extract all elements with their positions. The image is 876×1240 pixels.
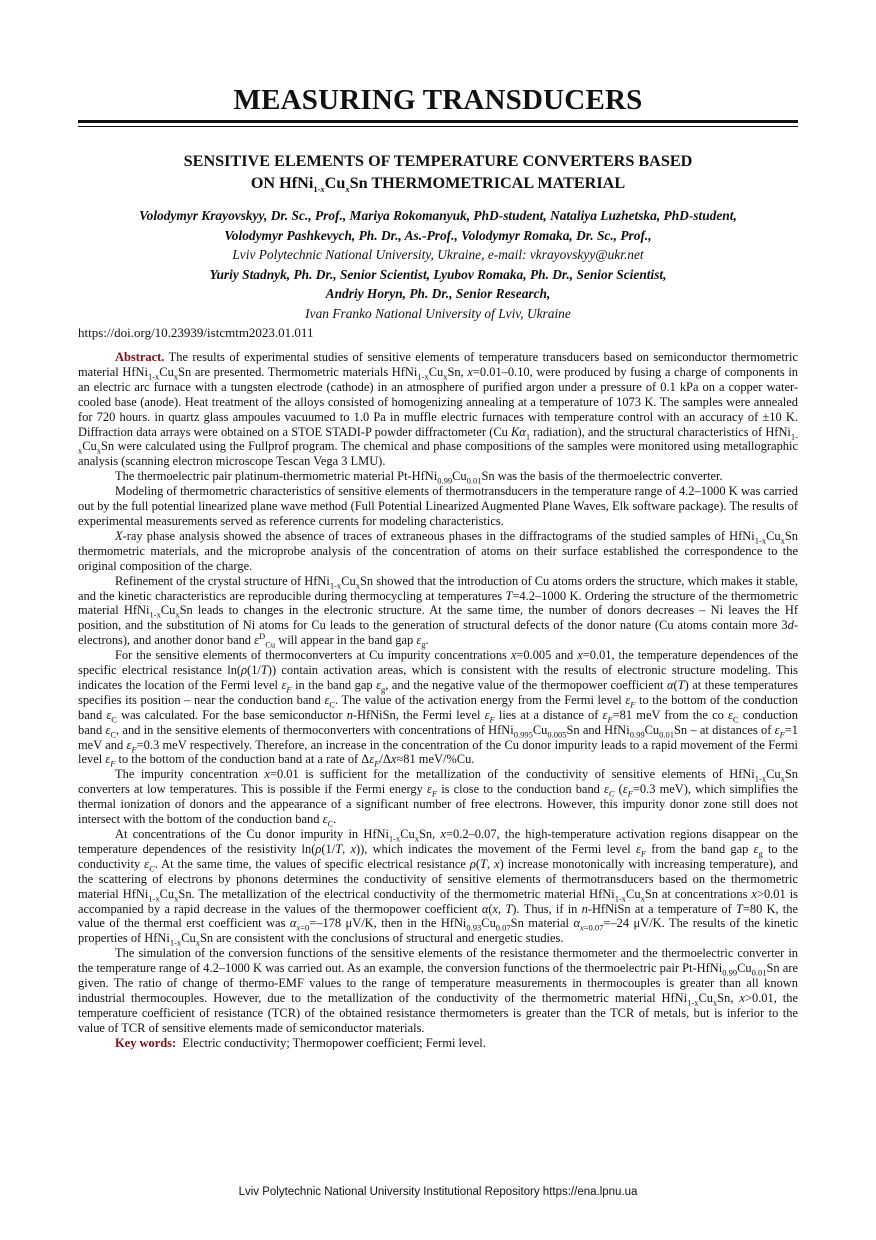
abstract-body bbox=[78, 350, 798, 1051]
authors-line2: Volodymyr Pashkevych, Ph. Dr., As.-Prof., Volodymyr Romaka, Dr. Sc., Prof., bbox=[224, 227, 652, 243]
keywords-paragraph bbox=[78, 1036, 798, 1051]
authors-block bbox=[78, 206, 798, 323]
abstract-paragraph-7: The impurity concentration x=0.01 is sufficient for the metallization of the conductivity of sensitive elements of $HfNi_{1-x}Cu_xSn$ converters at low temperatures. This is possible if the Fermi energy $\varepsilon_F$ is close to the conduction band $\varepsilon_C$ ($\varepsilon_F=0.3$ meV), which simplifies the thermal ionization of donors and the appearance of a significant number of free electrons. However, this impurity donor zone still does not intersect with the bottom of the conduction band $\varepsilon_C$. bbox=[78, 767, 799, 829]
repository-footer[interactable]: Lviv Polytechnic National University Institutional Repository https://ena.lpnu.ua bbox=[238, 1186, 638, 1198]
paper-title-line2: ON $HfNi_{1-x}Cu_xSn$ THERMOMETRICAL MATERIAL bbox=[250, 174, 626, 195]
affiliation-lviv-polytechnic: Lviv Polytechnic National University, Ukraine, e-mail: vkrayovskyy@ukr.net bbox=[232, 247, 644, 262]
doi-link[interactable]: https://doi.org/10.23939/istcmtm2023.01.011 bbox=[78, 325, 314, 340]
section-title: MEASURING TRANSDUCERS bbox=[233, 84, 643, 116]
authors-line4: Andriy Horyn, Ph. Dr., Senior Research, bbox=[325, 286, 551, 301]
title-rule-thick bbox=[78, 120, 798, 123]
abstract-paragraph-3: Modeling of thermometric characteristics of sensitive elements of thermotransducers in the temperature range of 4.2–1000 K was carried out by the full potential linearized plane wave method (Full Potential Linearized Augmented Plane Waves, Elk software package). The results of experimental measurements served as reference currents for modeling characteristics. bbox=[78, 484, 798, 528]
keywords-label: Key words: bbox=[115, 1035, 177, 1050]
formula-subscript: x bbox=[345, 184, 350, 195]
abstract-paragraph-1: Abstract. The results of experimental studies of sensitive elements of temperature transducers based on semiconductor thermometric material $HfNi_{1-x}Cu_xSn$ are presented. Thermometric materials $HfNi_{1-x}Cu_xSn$, x=0.01–0.10, were produced by fusing a charge of components in an electric arc furnace with a tungsten electrode (cathode) in an atmosphere of purified argon under a pressure of 0.1 kPa on a copper water-cooled base (anode). Heat treatment of the alloys consisted of homogenizing annealing at a temperature of 1073 K. The samples were annealed for 720 hours. in quartz glass ampoules vacuumed to 1.0 Pa in muffle electric furnaces with temperature control with an accuracy of ±10 K. Diffraction data arrays were obtained on a STOE STADI-P powder diffractometer (Cu $K\alpha_1$ radiation), and the structural characteristics of $HfNi_{1-x}Cu_xSn$ were calculated using the Fullprof program. The chemical and phase compositions of the samples were monitored using metallographic analysis (scanning electron microscope Tescan Vega 3 LMU). bbox=[78, 350, 798, 469]
abstract-paragraph-9: The simulation of the conversion functions of the sensitive elements of the resistance thermometer and the thermoelectric converter in the temperature range of 4.2–1000 K was carried out. As an example, the conversion functions of the thermoelectric pair $Pt-HfNi_{0.99}Cu_{0.01}Sn$ are given. The ratio of change of thermo-EMF values to the range of temperature measurements in thermocouples is greater than all known industrial thermocouples. However, due to the metallization of the conductivity of the thermometric material $HfNi_{1-x}Cu_xSn$, x>0.01, the temperature coefficient of resistance (TCR) of the obtained resistance thermometers is greater than the TCR of metals, but is inferior to the value of TCR of sensitive elements made of semiconductor materials. bbox=[78, 946, 798, 1035]
affiliation-ivan-franko: Ivan Franko National University of Lviv, Ukraine bbox=[305, 305, 571, 321]
title-rule-thin bbox=[78, 126, 798, 127]
paper-title bbox=[90, 150, 786, 194]
abstract-paragraph-5: Refinement of the crystal structure of $HfNi_{1-x}Cu_xSn$ showed that the introduction of Cu atoms orders the structure, which makes it stable, and the kinetic characteristics are reproducible during thermocycling at temperatures T=4.2–1000 K. Ordering the structure of the thermometric material $HfNi_{1-x}Cu_xSn$ leads to changes in the electronic structure. At the same time, the number of donors decreases – Ni leaves the Hf position, and the substitution of Ni atoms for Cu leads to the generation of structural defects of the donor nature (Cu atoms contain more 3d-electrons), and another donor band $\varepsilon^D_{Cu}$ will appear in the band gap $\varepsilon_g$. bbox=[78, 573, 799, 650]
authors-line1: Volodymyr Krayovskyy, Dr. Sc., Prof., Mariya Rokomanyuk, PhD-student, Nataliya Luzhetska, PhD-student, bbox=[139, 208, 737, 223]
abstract-label: Abstract. bbox=[115, 350, 165, 364]
abstract-paragraph-2: The thermoelectric pair platinum-thermometric material $Pt-HfNi_{0.99}Cu_{0.01}Sn$ was the basis of the thermoelectric converter. bbox=[115, 469, 723, 486]
authors-line3: Yuriy Stadnyk, Ph. Dr., Senior Scientist, Lyubov Romaka, Ph. Dr., Senior Scientist, bbox=[209, 266, 667, 282]
keywords-text: Electric conductivity; Thermopower coefficient; Fermi level. bbox=[182, 1035, 486, 1050]
abstract-paragraph-4: X-ray phase analysis showed the absence of traces of extraneous phases in the diffractograms of the studied samples of $HfNi_{1-x}Cu_xSn$ thermometric materials, and the microprobe analysis of the concentration of atoms on their surface established the correspondence to the original composition of the charge. bbox=[78, 528, 798, 573]
abstract-paragraph-6: For the sensitive elements of thermoconverters at Cu impurity concentrations x=0.005 and x=0.01, the temperature dependences of the specific electrical resistance ln(ρ(1/T)) contain activation areas, which is consistent with the results of electronic structure modeling. This indicates the location of the Fermi level $\varepsilon_F$ in the band gap $\varepsilon_g$, and the negative value of the thermopower coefficient α(T) at these temperatures specifies its position – near the conduction band $\varepsilon_C$. The value of the activation energy from the Fermi level $\varepsilon_F$ to the bottom of the conduction band $\varepsilon_C$ was calculated. For the base semiconductor n-HfNiSn, the Fermi level $\varepsilon_F$ lies at a distance of $\varepsilon_F=81$ meV from the co $\varepsilon_C$ conduction band $\varepsilon_C$, and in the sensitive elements of thermoconverters with concentrations of $HfNi_{0.995}Cu_{0.005}Sn$ and $HfNi_{0.99}Cu_{0.01}Sn$ – at distances of $\varepsilon_F=1$ meV and $\varepsilon_F=0.3$ meV respectively. Therefore, an increase in the concentration of the Cu donor impurity leads to a rapid movement of the Fermi level $\varepsilon_F$ to the bottom of the conduction band at a rate of $\Delta\varepsilon_F/\Delta x\approx 81$ meV/%Cu. bbox=[78, 648, 799, 769]
abstract-paragraph-8: At concentrations of the Cu donor impurity in $HfNi_{1-x}Cu_xSn$, x=0.2–0.07, the high-temperature activation regions disappear on the temperature dependences of the resistivity ln(ρ(1/T, x)), which indicates the movement of the Fermi level $\varepsilon_F$ from the band gap $\varepsilon_g$ to the conductivity $\varepsilon_C$. At the same time, the values of specific electrical resistance ρ(T, x) increase monotonically with increasing temperature), and the scattering of electrons by phonons determines the conductivity of sensitive elements of thermotransducers based on the thermometric material $HfNi_{1-x}Cu_xSn$. The metallization of the electrical conductivity of the thermometric material $HfNi_{1-x}Cu_xSn$ at concentrations x>0.01 is accompanied by a rapid decrease in the values of the thermopower coefficient α(x, T). Thus, if in n-HfNiSn at a temperature of T=80 K, the value of the thermal erst coefficient was $\alpha_{x=0}=-178$ μV/K, then in the $HfNi_{0.93}Cu_{0.07}Sn$ material $\alpha_{x=0.07}=-24$ μV/K. The results of the kinetic properties of $HfNi_{1-x}Cu_xSn$ are consistent with the conclusions of structural and energetic studies. bbox=[78, 827, 799, 948]
formula-subscript: 1-x bbox=[313, 184, 325, 195]
paper-title-line1: SENSITIVE ELEMENTS OF TEMPERATURE CONVERTERS BASED bbox=[183, 152, 693, 170]
